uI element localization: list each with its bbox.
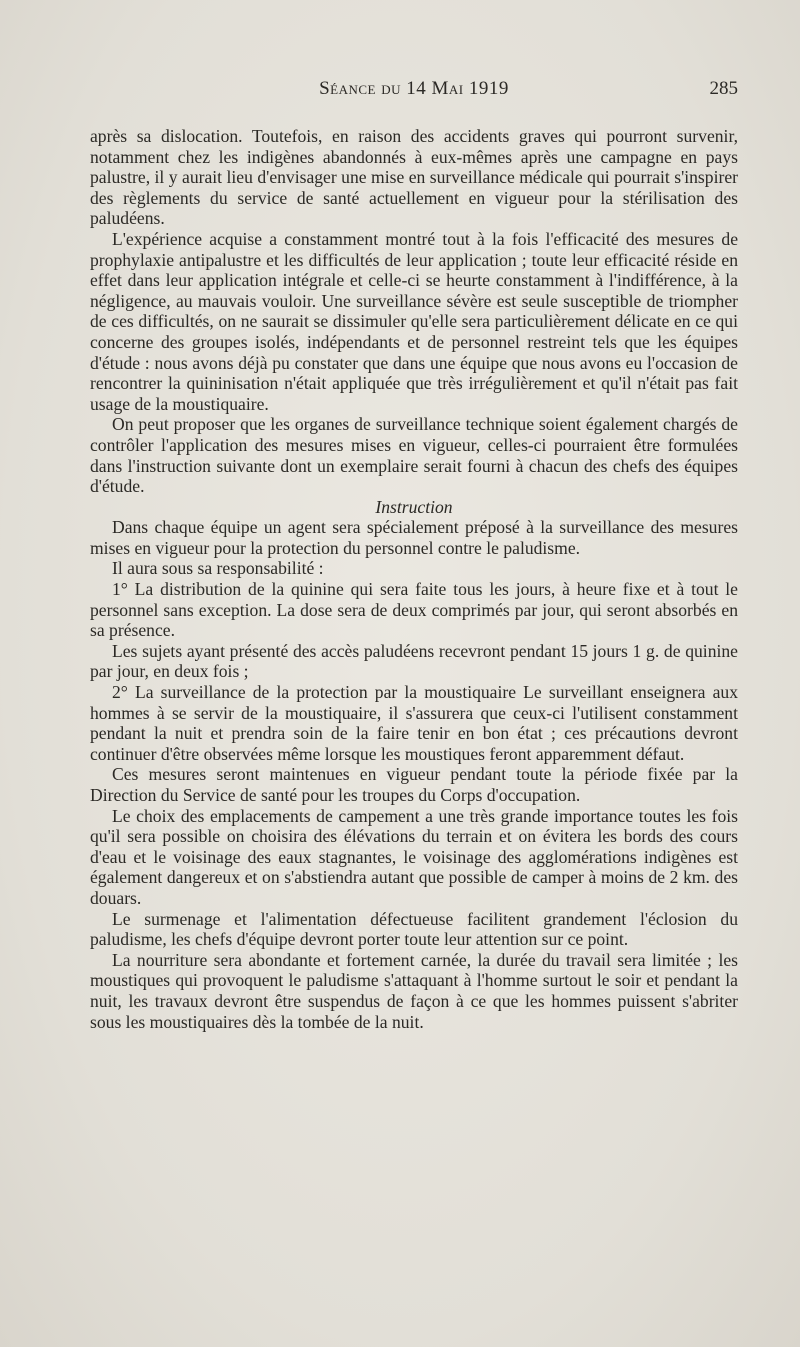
paragraph: 2° La surveillance de la protection par la moustiquaire Le surveillant enseignera aux hommes à se servir de la moustiquaire, il s'assurera que ceux-ci l'utilisent constamment pendant la nuit et prendra soin de la faire tenir en bon état ; ces précautions devront continuer d'être observées même lorsque les moustiques feront apparemment défaut. (90, 682, 738, 764)
page-number: 285 (709, 78, 738, 99)
paragraph: Ces mesures seront maintenues en vigueur pendant toute la période fixée par la Direction du Service de santé pour les troupes du Corps d'occupation. (90, 764, 738, 805)
running-title: Séance du 14 Mai 1919 (319, 78, 509, 99)
paragraph: Dans chaque équipe un agent sera spécialement préposé à la surveillance des mesures mises en vigueur pour la protection du personnel contre le paludisme. (90, 517, 738, 558)
paragraph: 1° La distribution de la quinine qui sera faite tous les jours, à heure fixe et à tout le personnel sans exception. La dose sera de deux comprimés par jour, qui seront absorbés en sa présence. (90, 579, 738, 641)
paragraph: L'expérience acquise a constamment montré tout à la fois l'efficacité des mesures de prophylaxie antipalustre et les difficultés de leur application ; toute leur efficacité réside en effet dans leur application intégrale et celle-ci se heurte constamment à l'indifférence, à la négligence, au mauvais vouloir. Une surveillance sévère est seule susceptible de triompher de ces difficultés, on ne saurait se dissimuler qu'elle sera particulièrement délicate en ce qui concerne des groupes isolés, indépendants et de personnel restreint tels que les équipes d'étude : nous avons déjà pu constater que dans une équipe que nous avons eu l'occasion de rencontrer la quininisation n'était appliquée que très irrégulièrement et qu'il n'était pas fait usage de la moustiquaire. (90, 228, 738, 414)
page-body (90, 126, 738, 1032)
section-title: Instruction (375, 496, 453, 517)
paragraph: Le surmenage et l'alimentation défectueuse facilitent grandement l'éclosion du paludisme, les chefs d'équipe devront porter toute leur attention sur ce point. (90, 908, 738, 950)
paragraph: Il aura sous sa responsabilité : (112, 558, 324, 579)
paragraph: Les sujets ayant présenté des accès paludéens recevront pendant 15 jours 1 g. de quinine par jour, en deux fois ; (90, 640, 738, 682)
page-header (90, 78, 738, 104)
paragraph: après sa dislocation. Toutefois, en raison des accidents graves qui pourront survenir, notamment chez les indigènes abandonnés à eux-mêmes après une campagne en pays palustre, il y aurait lieu d'envisager une mise en surveillance médicale qui pourrait s'inspirer des règlements du service de santé actuellement en vigueur pour la stérilisation des paludéens. (90, 126, 738, 229)
paragraph: La nourriture sera abondante et fortement carnée, la durée du travail sera limitée ; les moustiques qui provoquent le paludisme s'attaquant à l'homme surtout le soir et pendant la nuit, les travaux devront être suspendus de façon à ce que les hommes puissent s'abriter sous les moustiquaires dès la tombée de la nuit. (90, 949, 738, 1032)
paragraph: On peut proposer que les organes de surveillance technique soient également chargés de contrôler l'application des mesures mises en vigueur, celles-ci pourraient être formulées dans l'instruction suivante dont un exemplaire serait fourni à chacun des chefs des équipes d'étude. (90, 414, 738, 497)
paragraph: Le choix des emplacements de campement a une très grande importance toutes les fois qu'il sera possible on choisira des élévations du terrain et on évitera les bords des cours d'eau et le voisinage des eaux stagnantes, le voisinage des agglomérations indigènes est également dangereux et on s'abstiendra autant que possible de camper à moins de 2 km. des douars. (90, 805, 738, 908)
